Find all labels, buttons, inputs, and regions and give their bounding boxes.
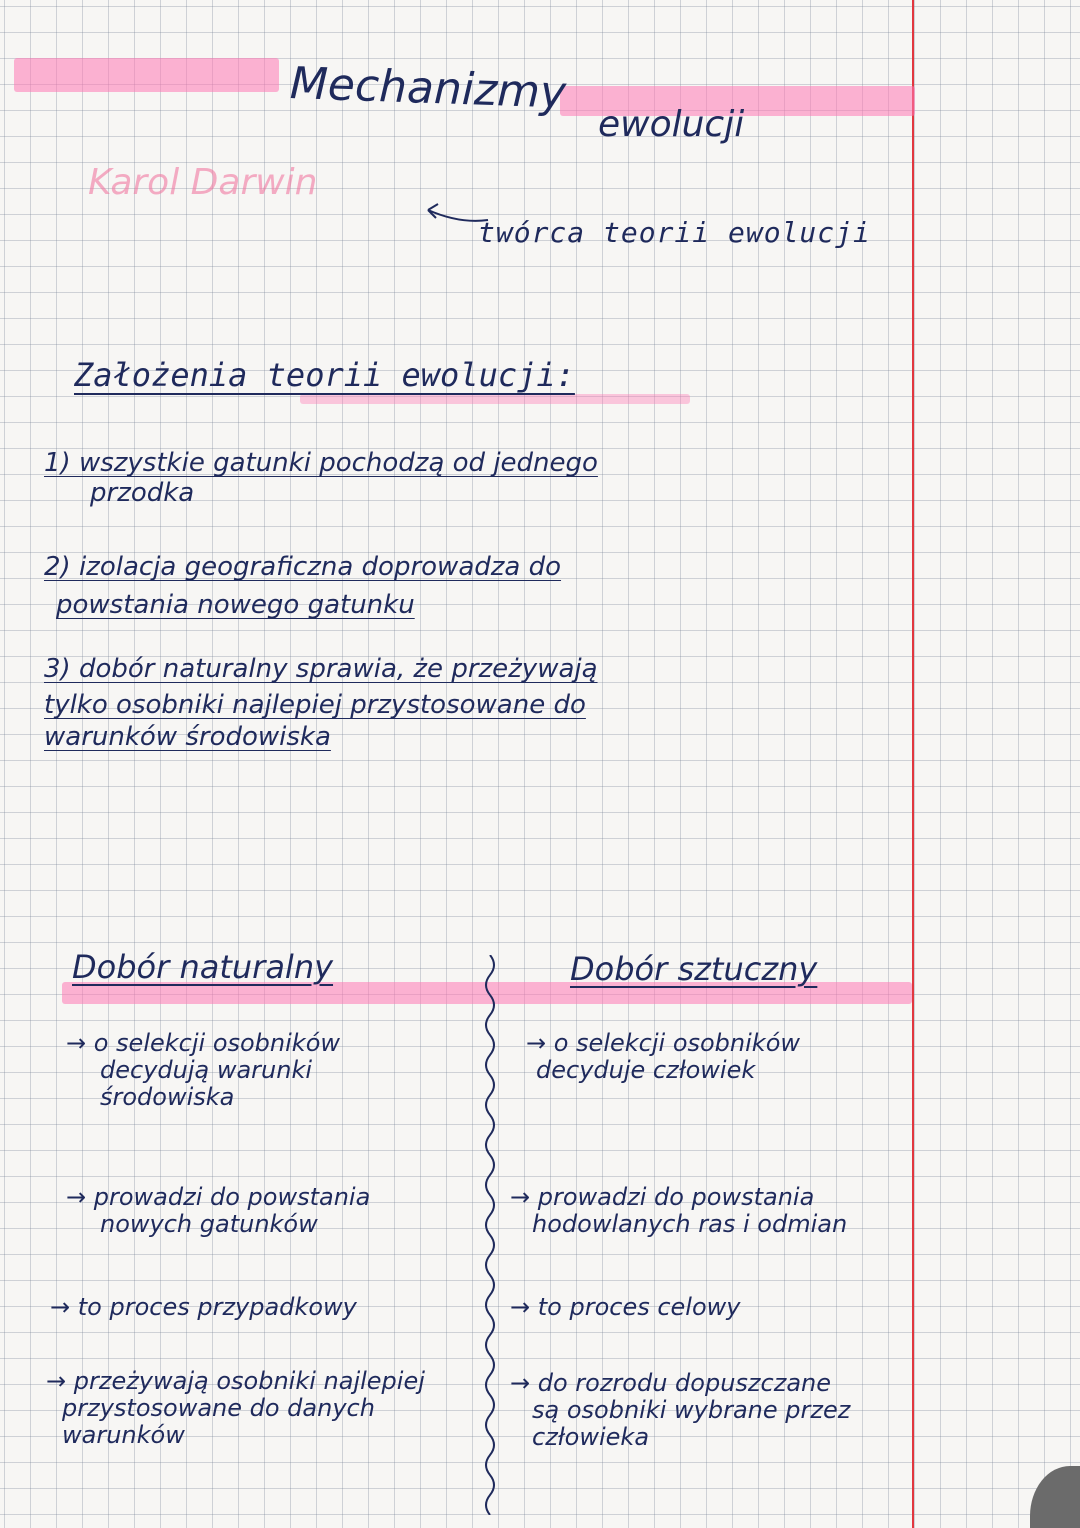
natural-selection-heading: Dobór naturalny bbox=[72, 948, 334, 986]
natural-item-1-line-3: środowiska bbox=[100, 1083, 235, 1111]
darwin-note: twórca teorii ewolucji bbox=[478, 216, 871, 249]
natural-item-3-line-1: → to proces przypadkowy bbox=[50, 1293, 357, 1321]
natural-item-4-line-2: przystosowane do danych bbox=[62, 1394, 375, 1422]
artificial-item-1-line-2: decyduje człowiek bbox=[536, 1056, 756, 1084]
natural-item-1 bbox=[66, 1030, 340, 1111]
natural-item-3 bbox=[50, 1294, 357, 1321]
artificial-item-4-line-1: → do rozrodu dopuszczane bbox=[510, 1369, 831, 1397]
artificial-item-3 bbox=[510, 1294, 740, 1321]
assumption-3-line-2: tylko osobniki najlepiej przystosowane do bbox=[44, 690, 586, 720]
artificial-selection-heading: Dobór sztuczny bbox=[570, 950, 818, 988]
artificial-item-1 bbox=[526, 1030, 800, 1084]
natural-item-4-line-3: warunków bbox=[62, 1421, 185, 1449]
natural-item-2-line-2: nowych gatunków bbox=[100, 1210, 318, 1238]
artificial-item-3-line-1: → to proces celowy bbox=[510, 1293, 741, 1321]
artificial-item-2 bbox=[510, 1184, 847, 1238]
natural-item-1-line-2: decydują warunki bbox=[100, 1056, 313, 1084]
assumption-1-line-2: przodka bbox=[90, 478, 195, 508]
natural-item-2-line-1: → prowadzi do powstania bbox=[66, 1183, 371, 1211]
assumption-3-line-3: warunków środowiska bbox=[44, 722, 331, 752]
natural-item-4 bbox=[46, 1368, 425, 1449]
natural-item-1-line-1: → o selekcji osobników bbox=[66, 1029, 341, 1057]
artificial-item-2-line-1: → prowadzi do powstania bbox=[510, 1183, 815, 1211]
page-corner bbox=[1030, 1466, 1080, 1528]
artificial-item-2-line-2: hodowlanych ras i odmian bbox=[532, 1210, 848, 1238]
artificial-item-4 bbox=[510, 1370, 850, 1451]
title-highlight bbox=[14, 58, 279, 92]
artificial-item-4-line-3: człowieka bbox=[532, 1423, 650, 1451]
assumptions-heading: Założenia teorii ewolucji: bbox=[74, 356, 575, 394]
assumption-1-line-1: 1) wszystkie gatunki pochodzą od jednego bbox=[44, 448, 598, 478]
heading-highlight bbox=[300, 394, 690, 404]
assumption-2-line-2: powstania nowego gatunku bbox=[56, 590, 415, 620]
artificial-item-4-line-2: są osobniki wybrane przez bbox=[532, 1396, 851, 1424]
assumption-3-line-1: 3) dobór naturalny sprawia, że przeżywają bbox=[44, 654, 598, 684]
assumption-2-line-1: 2) izolacja geograficzna doprowadza do bbox=[44, 552, 562, 582]
page-subtitle: ewolucji bbox=[598, 104, 745, 145]
artificial-item-1-line-1: → o selekcji osobników bbox=[526, 1029, 801, 1057]
page-title: Mechanizmy bbox=[289, 58, 567, 119]
natural-item-4-line-1: → przeżywają osobniki najlepiej bbox=[46, 1367, 425, 1395]
margin-line bbox=[912, 0, 914, 1528]
darwin-name: Karol Darwin bbox=[88, 162, 318, 203]
natural-item-2 bbox=[66, 1184, 370, 1238]
column-divider bbox=[478, 955, 502, 1515]
